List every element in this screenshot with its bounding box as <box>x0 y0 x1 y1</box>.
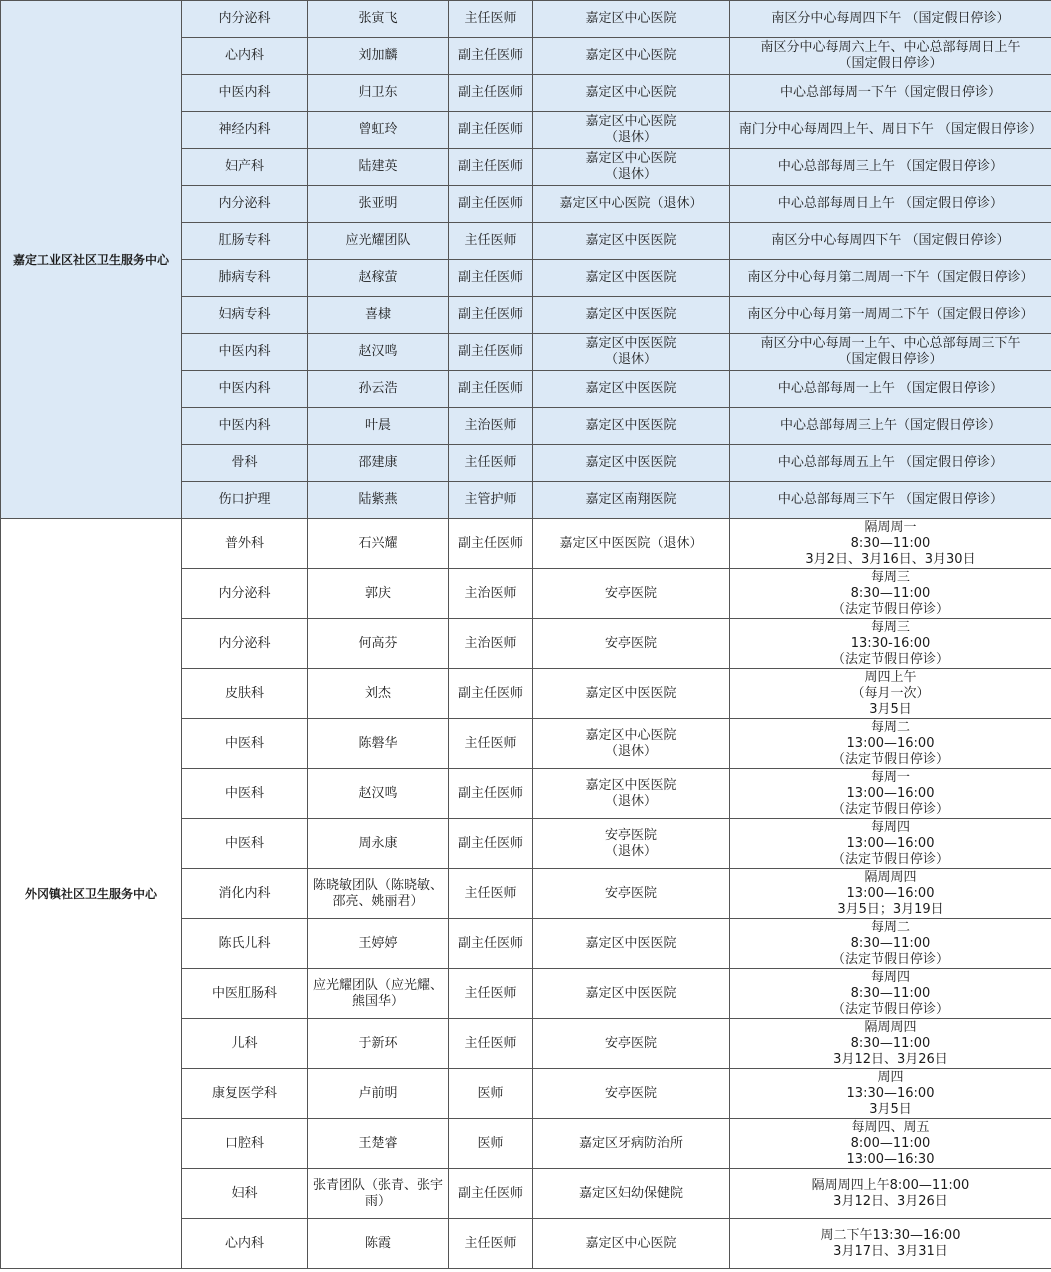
schedule-cell: 中心总部每周一上午 （国定假日停诊） <box>730 371 1051 408</box>
doctor-cell: 石兴耀 <box>308 519 449 569</box>
schedule-cell: 南门分中心每周四上午、周日下午 （国定假日停诊） <box>730 112 1051 149</box>
doctor-cell: 叶晨 <box>308 408 449 445</box>
doctor-cell: 归卫东 <box>308 75 449 112</box>
department-cell: 皮肤科 <box>182 669 308 719</box>
doctor-cell: 张亚明 <box>308 186 449 223</box>
doctor-cell: 应光耀团队 <box>308 223 449 260</box>
schedule-cell: 每周二 8:30—11:00 （法定节假日停诊） <box>730 919 1051 969</box>
center-name-cell: 嘉定工业区社区卫生服务中心 <box>1 1 182 519</box>
department-cell: 中医科 <box>182 819 308 869</box>
department-cell: 中医肛肠科 <box>182 969 308 1019</box>
title-cell: 主任医师 <box>449 969 533 1019</box>
title-cell: 主管护师 <box>449 482 533 519</box>
schedule-cell: 南区分中心每月第一周周二下午（国定假日停诊） <box>730 297 1051 334</box>
doctor-cell: 于新环 <box>308 1019 449 1069</box>
department-cell: 陈氏儿科 <box>182 919 308 969</box>
department-cell: 康复医学科 <box>182 1069 308 1119</box>
doctor-cell: 孙云浩 <box>308 371 449 408</box>
department-cell: 中医科 <box>182 719 308 769</box>
doctor-cell: 何高芬 <box>308 619 449 669</box>
doctor-cell: 张寅飞 <box>308 1 449 38</box>
department-cell: 骨科 <box>182 445 308 482</box>
department-cell: 妇科 <box>182 1169 308 1219</box>
department-cell: 伤口护理 <box>182 482 308 519</box>
title-cell: 主任医师 <box>449 445 533 482</box>
hospital-cell: 嘉定区中心医院（退休） <box>533 186 730 223</box>
center-name-cell: 外冈镇社区卫生服务中心 <box>1 519 182 1269</box>
doctor-cell: 赵汉鸣 <box>308 334 449 371</box>
schedule-cell: 隔周周四 13:00—16:00 3月5日；3月19日 <box>730 869 1051 919</box>
department-cell: 消化内科 <box>182 869 308 919</box>
schedule-cell: 南区分中心每周六上午、中心总部每周日上午 （国定假日停诊） <box>730 38 1051 75</box>
hospital-cell: 嘉定区中医医院 <box>533 669 730 719</box>
hospital-cell: 安亭医院 <box>533 869 730 919</box>
doctor-cell: 刘杰 <box>308 669 449 719</box>
hospital-cell: 嘉定区中医医院 （退休） <box>533 334 730 371</box>
doctor-cell: 陈晓敏团队（陈晓敏、 邵亮、姚丽君） <box>308 869 449 919</box>
hospital-cell: 嘉定区中医医院 <box>533 223 730 260</box>
doctor-cell: 陆建英 <box>308 149 449 186</box>
schedule-cell: 中心总部每周三上午 （国定假日停诊） <box>730 149 1051 186</box>
doctor-cell: 郭庆 <box>308 569 449 619</box>
hospital-cell: 嘉定区中医医院 <box>533 408 730 445</box>
hospital-cell: 安亭医院 <box>533 1069 730 1119</box>
schedule-cell: 每周四 8:30—11:00 （法定节假日停诊） <box>730 969 1051 1019</box>
schedule-cell: 南区分中心每周四下午 （国定假日停诊） <box>730 223 1051 260</box>
doctor-cell: 卢前明 <box>308 1069 449 1119</box>
schedule-cell: 南区分中心每周四下午 （国定假日停诊） <box>730 1 1051 38</box>
doctor-cell: 陆紫燕 <box>308 482 449 519</box>
department-cell: 心内科 <box>182 1219 308 1269</box>
doctor-cell: 应光耀团队（应光耀、 熊国华） <box>308 969 449 1019</box>
hospital-cell: 嘉定区中医医院 <box>533 919 730 969</box>
schedule-cell: 每周三 8:30—11:00 （法定节假日停诊） <box>730 569 1051 619</box>
title-cell: 副主任医师 <box>449 297 533 334</box>
schedule-cell: 中心总部每周五上午 （国定假日停诊） <box>730 445 1051 482</box>
title-cell: 主治医师 <box>449 408 533 445</box>
hospital-cell: 嘉定区中心医院 <box>533 1219 730 1269</box>
title-cell: 副主任医师 <box>449 1169 533 1219</box>
hospital-cell: 嘉定区中医医院 （退休） <box>533 769 730 819</box>
hospital-cell: 嘉定区中心医院 （退休） <box>533 149 730 186</box>
hospital-cell: 安亭医院 <box>533 569 730 619</box>
hospital-cell: 嘉定区南翔医院 <box>533 482 730 519</box>
schedule-cell: 南区分中心每月第二周周一下午（国定假日停诊） <box>730 260 1051 297</box>
hospital-cell: 嘉定区中心医院 （退休） <box>533 719 730 769</box>
title-cell: 副主任医师 <box>449 819 533 869</box>
hospital-cell: 嘉定区中心医院 <box>533 75 730 112</box>
schedule-cell: 周二下午13:30—16:00 3月17日、3月31日 <box>730 1219 1051 1269</box>
schedule-cell: 周四上午 （每月一次） 3月5日 <box>730 669 1051 719</box>
department-cell: 儿科 <box>182 1019 308 1069</box>
doctor-cell: 周永康 <box>308 819 449 869</box>
title-cell: 副主任医师 <box>449 334 533 371</box>
doctor-cell: 赵汉鸣 <box>308 769 449 819</box>
department-cell: 中医内科 <box>182 75 308 112</box>
hospital-cell: 安亭医院 <box>533 1019 730 1069</box>
hospital-cell: 嘉定区妇幼保健院 <box>533 1169 730 1219</box>
department-cell: 内分泌科 <box>182 1 308 38</box>
doctor-cell: 曾虹玲 <box>308 112 449 149</box>
schedule-cell: 每周四、周五 8:00—11:00 13:00—16:30 <box>730 1119 1051 1169</box>
doctor-cell: 喜棣 <box>308 297 449 334</box>
title-cell: 主任医师 <box>449 1019 533 1069</box>
hospital-cell: 嘉定区中心医院 <box>533 38 730 75</box>
department-cell: 肛肠专科 <box>182 223 308 260</box>
table-row <box>1 519 1051 569</box>
title-cell: 主任医师 <box>449 1 533 38</box>
department-cell: 心内科 <box>182 38 308 75</box>
title-cell: 副主任医师 <box>449 669 533 719</box>
table-row <box>1 1 1051 38</box>
department-cell: 妇产科 <box>182 149 308 186</box>
title-cell: 副主任医师 <box>449 769 533 819</box>
hospital-cell: 嘉定区中医医院（退休） <box>533 519 730 569</box>
hospital-cell: 嘉定区中医医院 <box>533 260 730 297</box>
hospital-cell: 嘉定区中医医院 <box>533 371 730 408</box>
department-cell: 内分泌科 <box>182 186 308 223</box>
title-cell: 主任医师 <box>449 1219 533 1269</box>
doctor-cell: 王楚睿 <box>308 1119 449 1169</box>
department-cell: 中医内科 <box>182 334 308 371</box>
department-cell: 中医内科 <box>182 371 308 408</box>
schedule-cell: 中心总部每周三下午 （国定假日停诊） <box>730 482 1051 519</box>
department-cell: 中医科 <box>182 769 308 819</box>
schedule-cell: 隔周周四上午8:00—11:00 3月12日、3月26日 <box>730 1169 1051 1219</box>
doctor-cell: 陈磐华 <box>308 719 449 769</box>
title-cell: 医师 <box>449 1119 533 1169</box>
hospital-cell: 嘉定区牙病防治所 <box>533 1119 730 1169</box>
schedule-cell: 中心总部每周日上午 （国定假日停诊） <box>730 186 1051 223</box>
hospital-cell: 嘉定区中医医院 <box>533 445 730 482</box>
doctor-cell: 赵稼萤 <box>308 260 449 297</box>
doctor-cell: 邵建康 <box>308 445 449 482</box>
title-cell: 副主任医师 <box>449 75 533 112</box>
hospital-cell: 嘉定区中心医院 <box>533 1 730 38</box>
department-cell: 肺病专科 <box>182 260 308 297</box>
schedule-cell: 每周四 13:00—16:00 （法定节假日停诊） <box>730 819 1051 869</box>
hospital-cell: 嘉定区中心医院 （退休） <box>533 112 730 149</box>
doctor-cell: 张青团队（张青、张宇 雨） <box>308 1169 449 1219</box>
title-cell: 副主任医师 <box>449 112 533 149</box>
department-cell: 普外科 <box>182 519 308 569</box>
schedule-cell: 每周一 13:00—16:00 （法定节假日停诊） <box>730 769 1051 819</box>
department-cell: 妇病专科 <box>182 297 308 334</box>
department-cell: 中医内科 <box>182 408 308 445</box>
title-cell: 主治医师 <box>449 569 533 619</box>
title-cell: 副主任医师 <box>449 260 533 297</box>
title-cell: 副主任医师 <box>449 186 533 223</box>
schedule-cell: 周四 13:30—16:00 3月5日 <box>730 1069 1051 1119</box>
department-cell: 内分泌科 <box>182 569 308 619</box>
title-cell: 副主任医师 <box>449 38 533 75</box>
title-cell: 医师 <box>449 1069 533 1119</box>
hospital-cell: 嘉定区中医医院 <box>533 969 730 1019</box>
title-cell: 副主任医师 <box>449 519 533 569</box>
title-cell: 主任医师 <box>449 719 533 769</box>
title-cell: 副主任医师 <box>449 919 533 969</box>
title-cell: 副主任医师 <box>449 371 533 408</box>
hospital-cell: 嘉定区中医医院 <box>533 297 730 334</box>
title-cell: 主治医师 <box>449 619 533 669</box>
schedule-cell: 南区分中心每周一上午、中心总部每周三下午 （国定假日停诊） <box>730 334 1051 371</box>
title-cell: 主任医师 <box>449 869 533 919</box>
doctor-cell: 陈霞 <box>308 1219 449 1269</box>
hospital-cell: 安亭医院 <box>533 619 730 669</box>
doctor-cell: 刘加麟 <box>308 38 449 75</box>
department-cell: 内分泌科 <box>182 619 308 669</box>
schedule-cell: 每周二 13:00—16:00 （法定节假日停诊） <box>730 719 1051 769</box>
schedule-table-body <box>1 1 1051 1269</box>
hospital-cell: 安亭医院 （退休） <box>533 819 730 869</box>
schedule-cell: 隔周周一 8:30—11:00 3月2日、3月16日、3月30日 <box>730 519 1051 569</box>
title-cell: 主任医师 <box>449 223 533 260</box>
schedule-cell: 中心总部每周一下午（国定假日停诊） <box>730 75 1051 112</box>
schedule-cell: 中心总部每周三上午（国定假日停诊） <box>730 408 1051 445</box>
schedule-cell: 隔周周四 8:30—11:00 3月12日、3月26日 <box>730 1019 1051 1069</box>
department-cell: 口腔科 <box>182 1119 308 1169</box>
doctor-cell: 王婷婷 <box>308 919 449 969</box>
department-cell: 神经内科 <box>182 112 308 149</box>
schedule-cell: 每周三 13:30-16:00 （法定节假日停诊） <box>730 619 1051 669</box>
title-cell: 副主任医师 <box>449 149 533 186</box>
